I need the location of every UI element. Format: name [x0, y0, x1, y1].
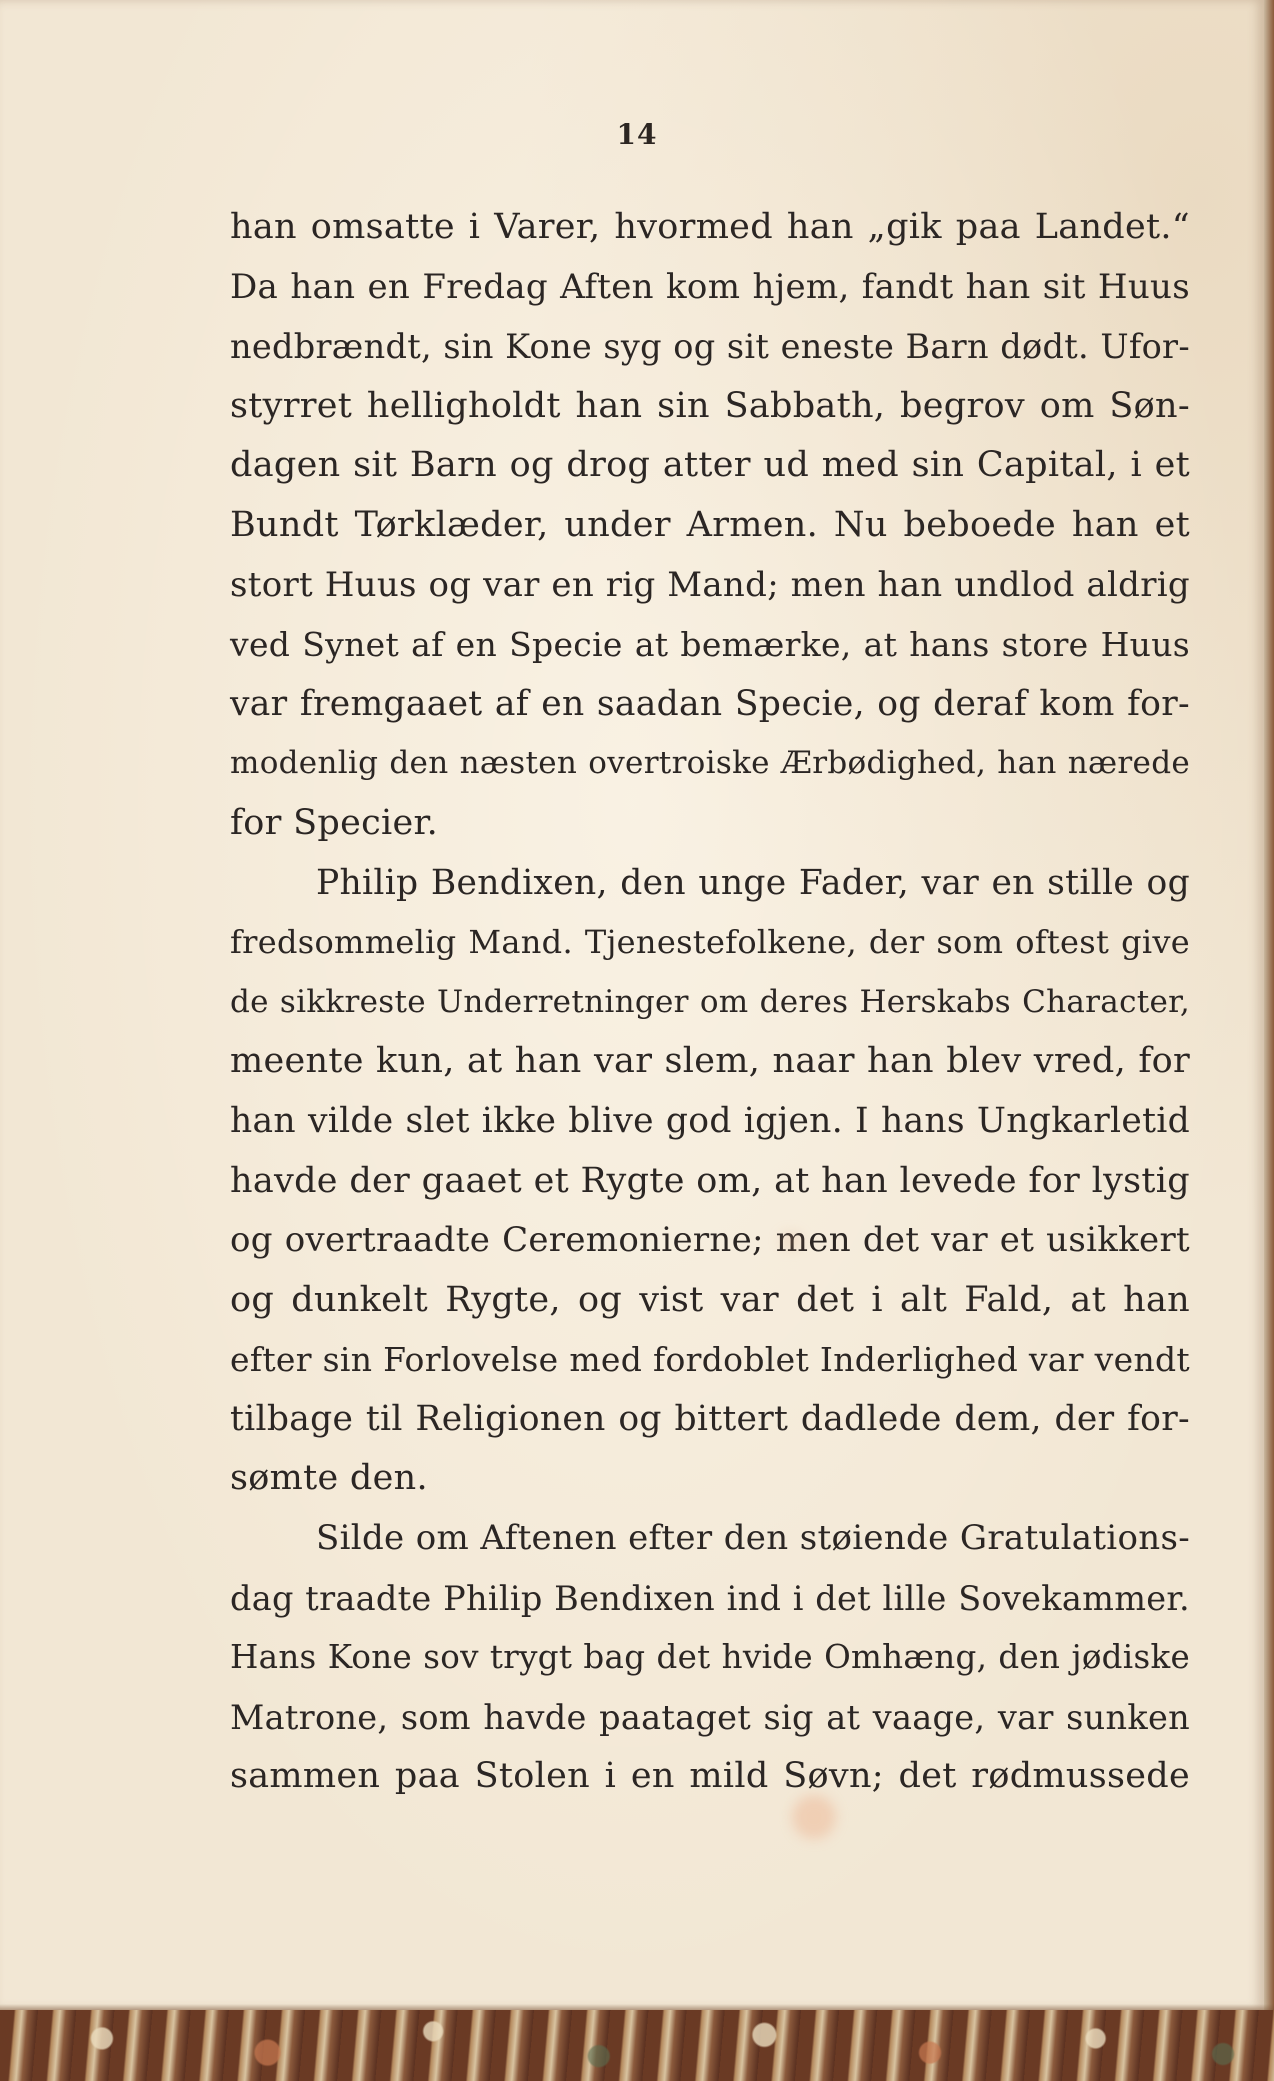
text-line: Matrone, som havde paataget sig at vaage, var sunken — [230, 1697, 1190, 1737]
page-number: 14 — [616, 118, 658, 151]
text-line: stort Huus og var en rig Mand; men han undlod aldrig — [230, 564, 1190, 605]
text-line: ved Synet af en Specie at bemærke, at hans store Huus — [230, 625, 1190, 665]
text-line: havde der gaaet et Rygte om, at han levede for lystig — [230, 1160, 1190, 1201]
text-line: han vilde slet ikke blive god igjen. I hans Ungkarletid — [230, 1100, 1190, 1141]
text-line: styrret helligholdt han sin Sabbath, begrov om Søn- — [230, 385, 1190, 426]
body-text — [230, 198, 1190, 1807]
text-line: Da han en Fredag Aften kom hjem, fandt han sit Huus — [230, 266, 1190, 307]
text-line: efter sin Forlovelse med fordoblet Inderlighed var vendt — [230, 1340, 1190, 1380]
page-edge — [1264, 0, 1274, 2010]
text-line: og overtraadte Ceremonierne; men det var et usikkert — [230, 1220, 1190, 1261]
text-line: meente kun, at han var slem, naar han blev vred, for — [230, 1041, 1190, 1082]
text-line: for Specier. — [230, 802, 439, 843]
text-line: modenlig den næsten overtroiske Ærbødighed, han nærede — [230, 745, 1190, 782]
text-line: var fremgaaet af en saadan Specie, og deraf kom for- — [230, 683, 1190, 724]
text-line: og dunkelt Rygte, og vist var det i alt Fald, at han — [230, 1279, 1190, 1320]
text-line: Hans Kone sov trygt bag det hvide Omhæng, den jødiske — [230, 1638, 1190, 1677]
text-line: nedbrændt, sin Kone syg og sit eneste Barn dødt. Ufor- — [230, 327, 1190, 367]
marbled-pattern — [0, 2010, 1274, 2081]
text-line: tilbage til Religionen og bittert dadlede dem, der for- — [230, 1398, 1190, 1439]
paper-stain — [792, 1795, 836, 1839]
text-line: Philip Bendixen, den unge Fader, var en stille og — [316, 862, 1190, 903]
text-line: dagen sit Barn og drog atter ud med sin Capital, i et — [230, 445, 1190, 486]
text-line: sammen paa Stolen i en mild Søvn; det rødmussede — [230, 1756, 1190, 1797]
text-line: fredsommelig Mand. Tjenestefolkene, der som oftest give — [230, 923, 1190, 962]
text-line: han omsatte i Varer, hvormed han „gik paa Landet.“ — [230, 207, 1190, 247]
text-line: Bundt Tørklæder, under Armen. Nu beboede han et — [230, 504, 1190, 545]
text-line: de sikkreste Underretninger om deres Herskabs Character, — [230, 983, 1190, 1020]
paper-stain — [780, 1232, 802, 1250]
text-line: Silde om Aftenen efter den støiende Gratulations- — [316, 1518, 1190, 1559]
text-line: dag traadte Philip Bendixen ind i det lille Sovekammer. — [230, 1578, 1190, 1618]
text-line: sømte den. — [230, 1458, 428, 1499]
